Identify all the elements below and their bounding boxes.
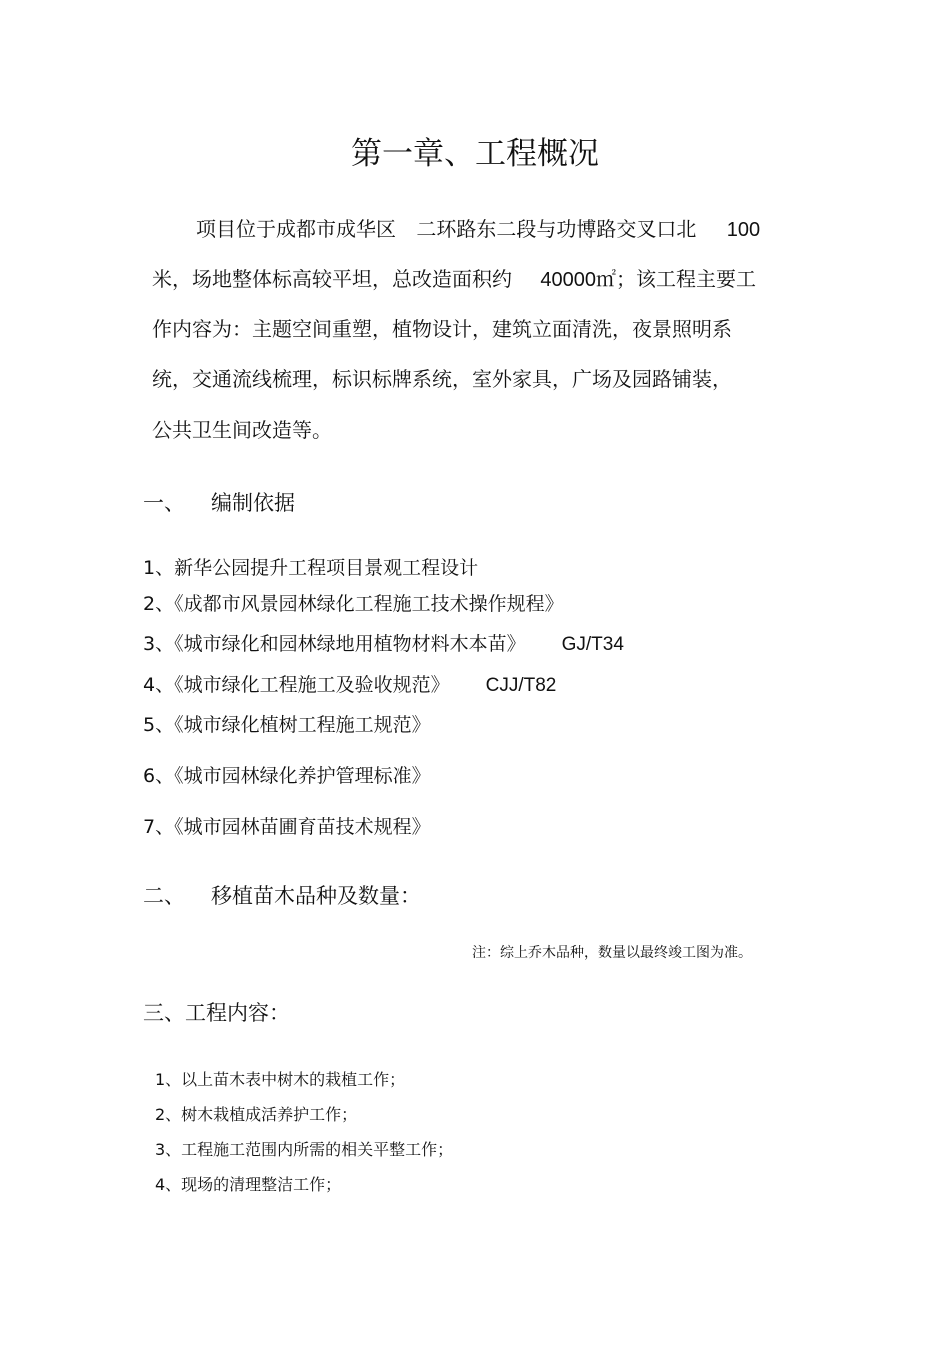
overview-text: 二环路东二段与功博路交叉口北 — [416, 217, 697, 241]
basis-item — [143, 589, 564, 616]
basis-item — [143, 553, 478, 580]
page-title: 第一章、工程概况 — [351, 136, 599, 172]
basis-item-text: 6、《城市园林绿化养护管理标准》 — [143, 765, 431, 787]
basis-item — [143, 710, 431, 737]
section-heading-basis — [143, 487, 295, 517]
basis-item-text: 3、《城市绿化和园林绿地用植物材料木本苗》 — [143, 633, 526, 655]
section-heading-seedlings — [143, 880, 421, 910]
work-item: 4、现场的清理整洁工作； — [155, 1175, 342, 1194]
basis-item-text: 1、新华公园提升工程项目景观工程设计 — [143, 557, 479, 579]
basis-item-text: 2、《成都市风景园林绿化工程施工技术操作规程》 — [143, 593, 564, 615]
work-item: 3、工程施工范围内所需的相关平整工作； — [155, 1140, 454, 1159]
basis-item — [143, 670, 556, 697]
basis-item — [143, 629, 624, 656]
section-title: 编制依据 — [211, 491, 295, 515]
overview-line-5: 公共卫生间改造等。 — [152, 418, 332, 442]
standard-code: CJJ/T82 — [485, 675, 557, 696]
overview-text: 项目位于成都市成华区 — [196, 217, 396, 241]
basis-item — [143, 761, 431, 788]
overview-area: 40000㎡ — [540, 269, 616, 291]
work-item: 1、以上苗木表中树木的栽植工作； — [155, 1070, 406, 1089]
overview-line-3: 作内容为：主题空间重塑，植物设计，建筑立面清洗，夜景照明系 — [152, 317, 732, 341]
standard-code: GJ/T34 — [561, 634, 624, 655]
section-number: 二、 — [143, 884, 185, 908]
overview-number: 100 — [726, 219, 761, 241]
overview-line-4: 统，交通流线梳理，标识标牌系统，室外家具，广场及园路铺装， — [152, 367, 732, 391]
basis-item-text: 5、《城市绿化植树工程施工规范》 — [143, 714, 431, 736]
overview-text: ；该工程主要工 — [615, 267, 756, 291]
basis-item — [143, 812, 431, 839]
section-number: 一、 — [143, 491, 185, 515]
overview-line-1 — [196, 216, 760, 243]
basis-item-text: 7、《城市园林苗圃育苗技术规程》 — [143, 816, 431, 838]
overview-text: 米，场地整体标高较平坦，总改造面积约 — [152, 267, 512, 291]
section-heading-work-content: 三、工程内容： — [143, 1001, 290, 1025]
section-title: 移植苗木品种及数量： — [211, 884, 421, 908]
work-item: 2、树木栽植成活养护工作； — [155, 1105, 358, 1124]
overview-line-2 — [152, 266, 756, 293]
note-text: 注：综上乔木品种，数量以最终竣工图为准。 — [472, 945, 752, 961]
basis-item-text: 4、《城市绿化工程施工及验收规范》 — [143, 674, 450, 696]
